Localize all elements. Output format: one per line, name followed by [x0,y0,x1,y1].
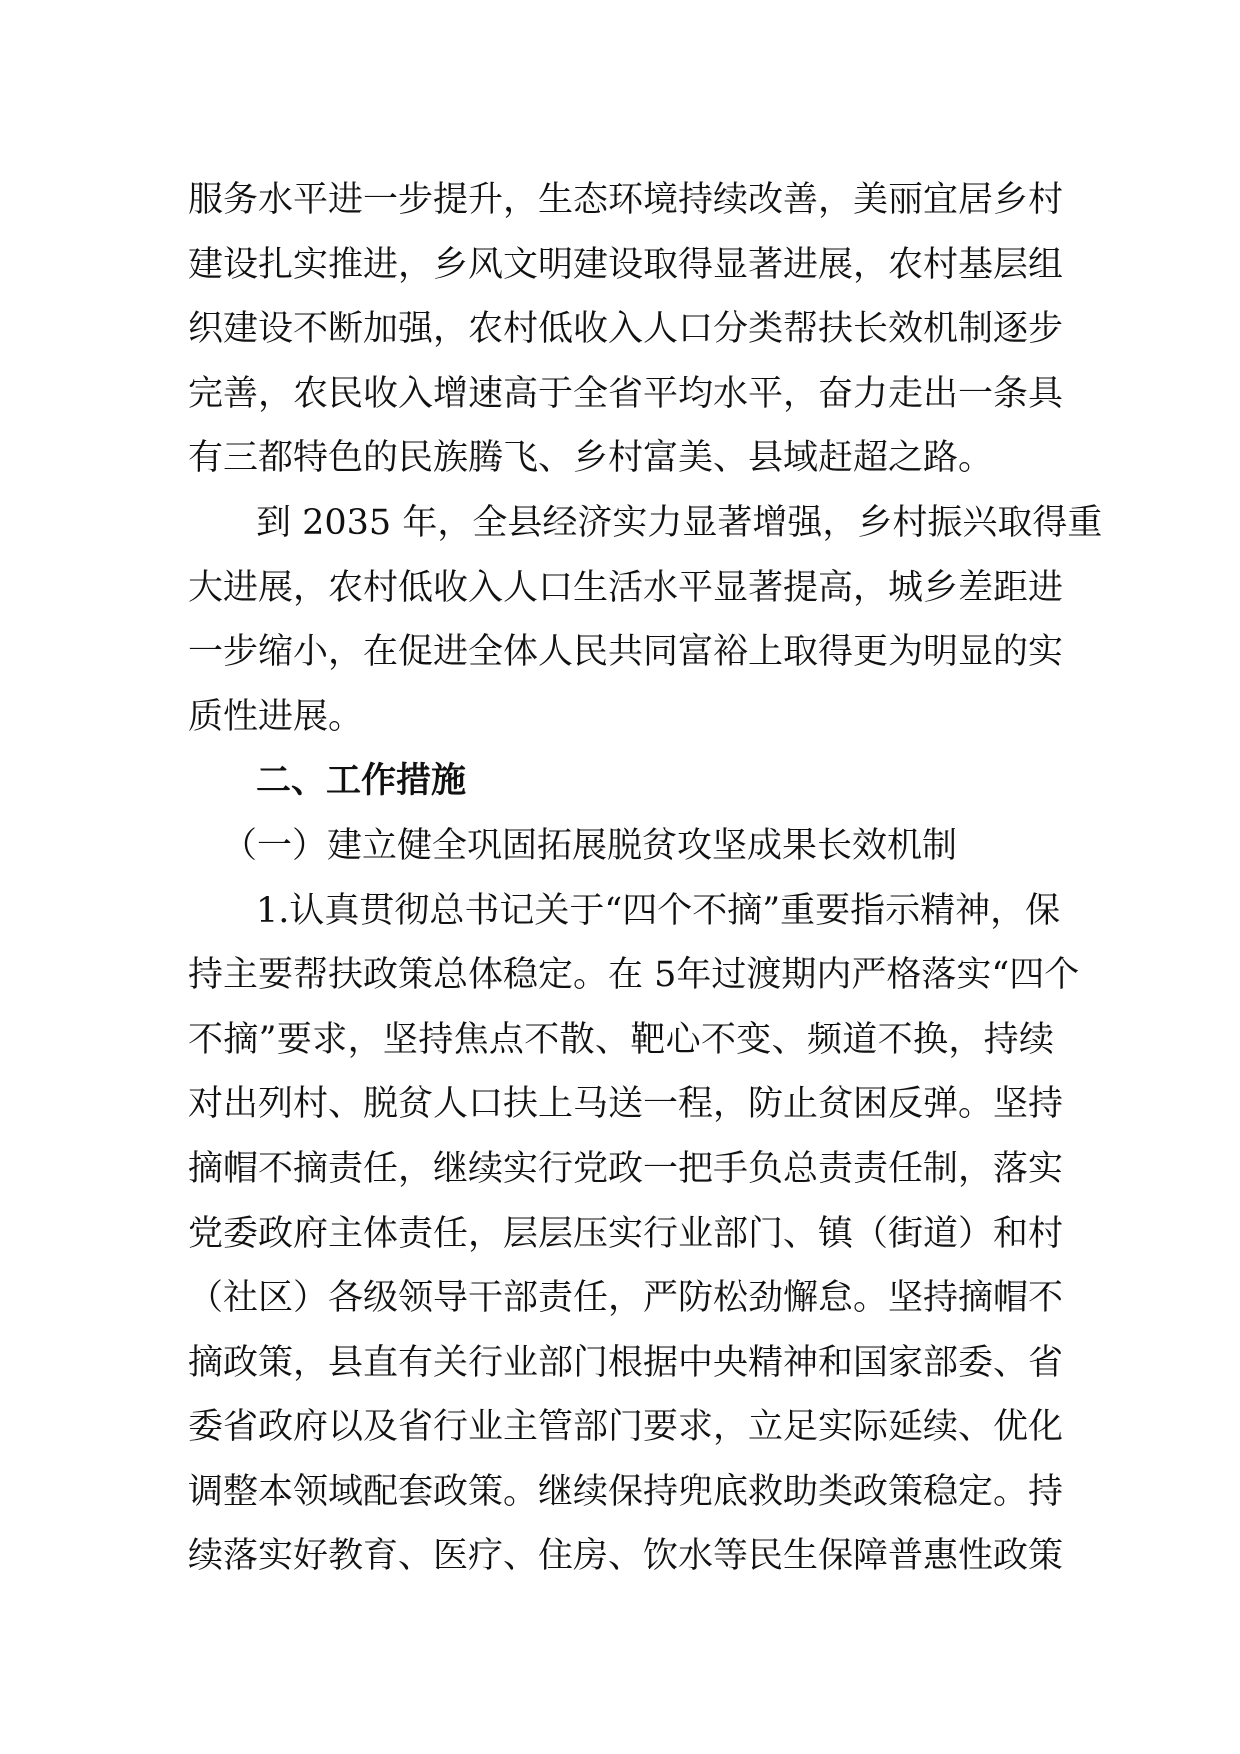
paragraph-line: 党委政府主体责任，层层压实行业部门、镇（街道）和村 [188,1213,1064,1254]
paragraph-line: 一步缩小，在促进全体人民共同富裕上取得更为明显的实 [188,632,1064,673]
paragraph-line: 完善，农民收入增速高于全省平均水平，奋力走出一条具 [188,373,1064,414]
paragraph-line: 织建设不断加强，农村低收入人口分类帮扶长效机制逐步 [188,309,1064,350]
paragraph-line: 持主要帮扶政策总体稳定。在 5年过渡期内严格落实“四个 [188,955,1080,996]
paragraph-line: 质性进展。 [188,696,364,737]
paragraph-line: 建设扎实推进，乡风文明建设取得显著进展，农村基层组 [188,244,1064,285]
paragraph-line: 摘帽不摘责任，继续实行党政一把手负总责责任制，落实 [188,1148,1064,1189]
paragraph-line: 到 2035 年，全县经济实力显著增强，乡村振兴取得重 [256,502,1103,543]
subsection-heading: （一）建立健全巩固拓展脱贫攻坚成果长效机制 [222,825,958,866]
section-heading: 二、工作措施 [256,761,467,802]
paragraph-line: （社区）各级领导干部责任，严防松劲懈怠。坚持摘帽不 [188,1278,1064,1319]
paragraph-line: 1.认真贯彻总书记关于“四个不摘”重要指示精神，保 [256,890,1061,931]
document-body [188,168,1103,1589]
paragraph-line: 委省政府以及省行业主管部门要求，立足实际延续、优化 [188,1407,1064,1448]
paragraph-line: 摘政策，县直有关行业部门根据中央精神和国家部委、省 [188,1342,1064,1383]
paragraph-line: 有三都特色的民族腾飞、乡村富美、县域赶超之路。 [188,438,994,479]
paragraph-line: 续落实好教育、医疗、住房、饮水等民生保障普惠性政策 [188,1536,1064,1577]
paragraph-line: 大进展，农村低收入人口生活水平显著提高，城乡差距进 [188,567,1064,608]
paragraph-line: 对出列村、脱贫人口扶上马送一程，防止贫困反弹。坚持 [188,1084,1064,1125]
paragraph-line: 服务水平进一步提升，生态环境持续改善，美丽宜居乡村 [188,180,1064,220]
paragraph-line: 调整本领域配套政策。继续保持兜底救助类政策稳定。持 [188,1471,1064,1512]
paragraph-line: 不摘”要求，坚持焦点不散、靶心不变、频道不换，持续 [188,1019,1054,1060]
